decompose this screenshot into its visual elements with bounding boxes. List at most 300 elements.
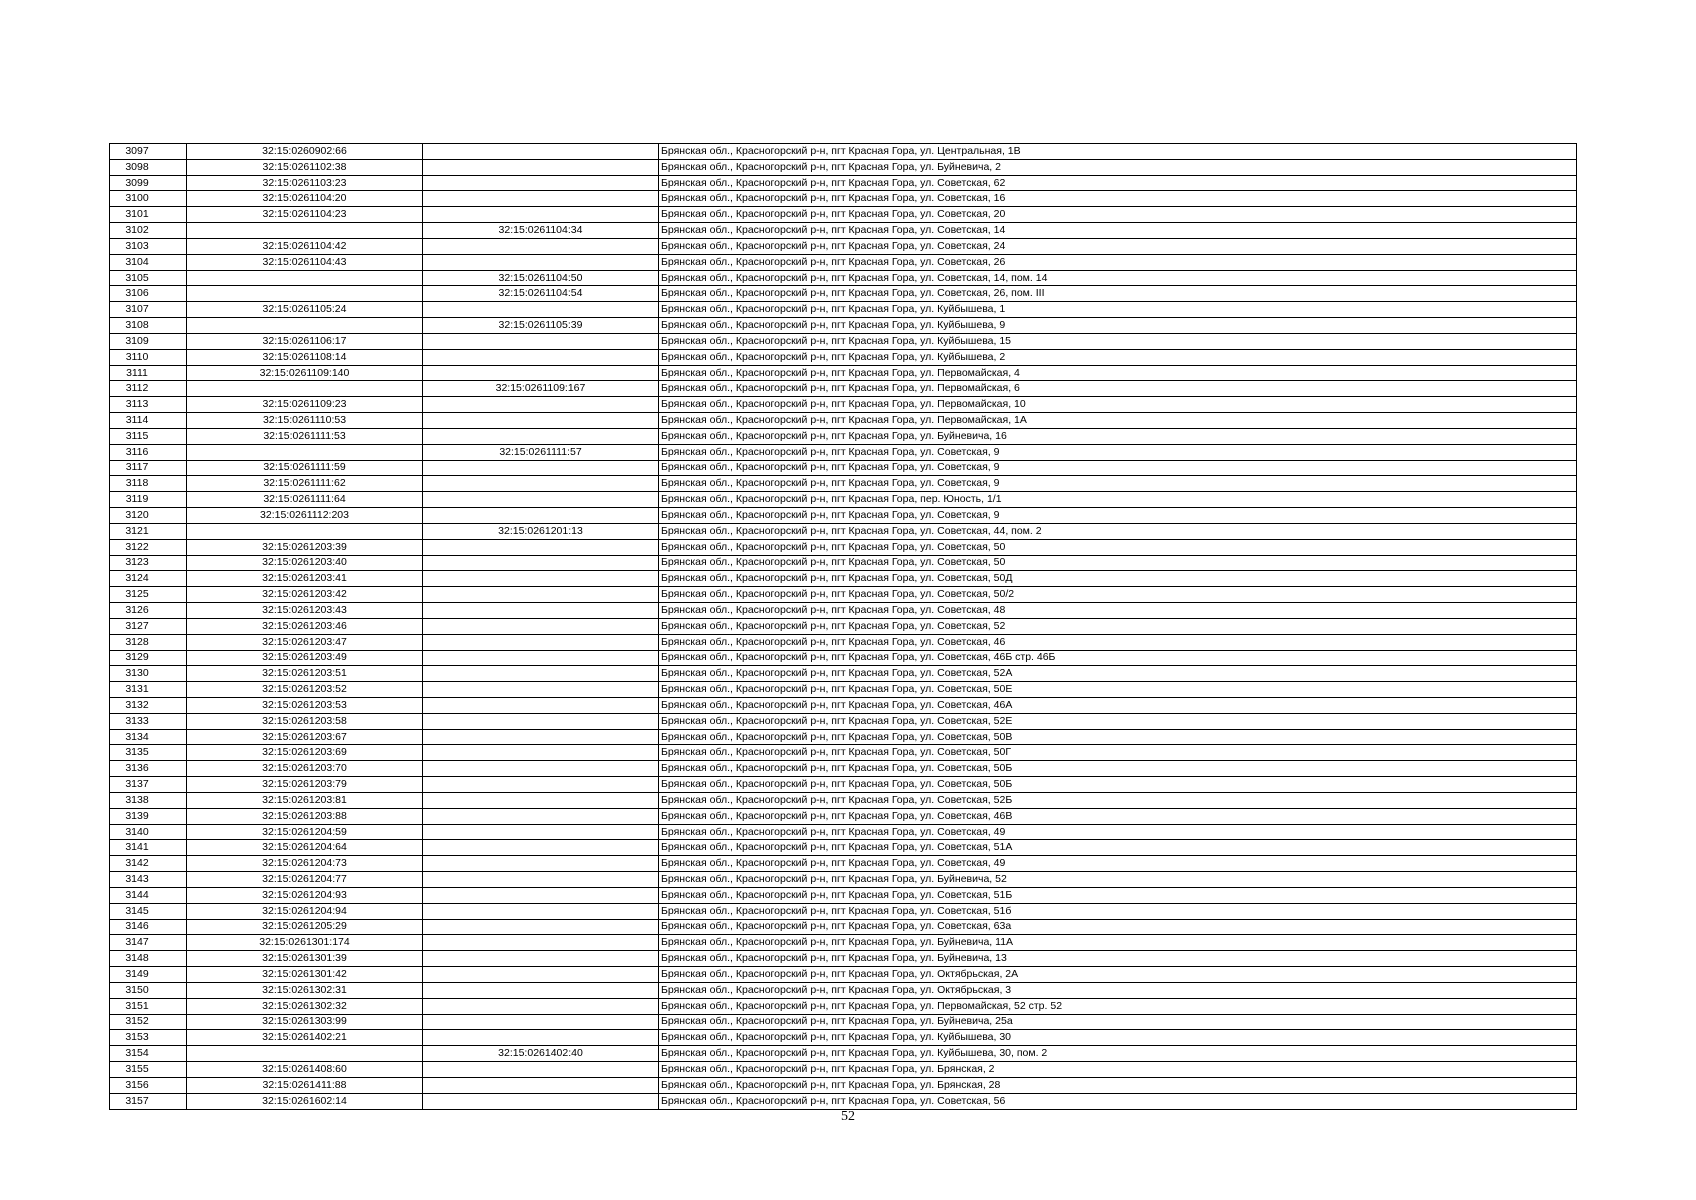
row-number-cell: 3107 [110, 302, 187, 318]
table-row [110, 982, 1577, 998]
address-cell: Брянская обл., Красногорский р-н, пгт Красная Гора, ул. Советская, 50/2 [659, 587, 1577, 603]
row-number-cell: 3110 [110, 349, 187, 365]
building-cadastral-number-cell [423, 666, 659, 682]
land-cadastral-number-cell: 32:15:0261203:58 [187, 713, 423, 729]
land-cadastral-number-cell: 32:15:0261111:64 [187, 492, 423, 508]
row-number-cell: 3117 [110, 460, 187, 476]
table-row [110, 476, 1577, 492]
row-number-cell: 3145 [110, 903, 187, 919]
table-row [110, 587, 1577, 603]
table-row [110, 191, 1577, 207]
table-row [110, 903, 1577, 919]
building-cadastral-number-cell [423, 1077, 659, 1093]
land-cadastral-number-cell: 32:15:0261302:32 [187, 998, 423, 1014]
address-cell: Брянская обл., Красногорский р-н, пгт Красная Гора, ул. Советская, 14, пом. 14 [659, 270, 1577, 286]
table-row [110, 887, 1577, 903]
row-number-cell: 3103 [110, 238, 187, 254]
table-row [110, 682, 1577, 698]
building-cadastral-number-cell [423, 191, 659, 207]
building-cadastral-number-cell [423, 207, 659, 223]
table-row [110, 603, 1577, 619]
row-number-cell: 3102 [110, 223, 187, 239]
building-cadastral-number-cell: 32:15:0261105:39 [423, 318, 659, 334]
row-number-cell: 3123 [110, 555, 187, 571]
land-cadastral-number-cell: 32:15:0261602:14 [187, 1093, 423, 1109]
land-cadastral-number-cell: 32:15:0261203:67 [187, 729, 423, 745]
table-body [110, 144, 1577, 1110]
row-number-cell: 3152 [110, 1014, 187, 1030]
row-number-cell: 3141 [110, 840, 187, 856]
address-cell: Брянская обл., Красногорский р-н, пгт Красная Гора, ул. Брянская, 2 [659, 1062, 1577, 1078]
building-cadastral-number-cell: 32:15:0261104:50 [423, 270, 659, 286]
land-cadastral-number-cell: 32:15:0261203:79 [187, 777, 423, 793]
building-cadastral-number-cell [423, 144, 659, 160]
address-cell: Брянская обл., Красногорский р-н, пгт Красная Гора, ул. Куйбышева, 1 [659, 302, 1577, 318]
row-number-cell: 3133 [110, 713, 187, 729]
table-row [110, 397, 1577, 413]
row-number-cell: 3155 [110, 1062, 187, 1078]
building-cadastral-number-cell: 32:15:0261109:167 [423, 381, 659, 397]
row-number-cell: 3108 [110, 318, 187, 334]
building-cadastral-number-cell [423, 856, 659, 872]
building-cadastral-number-cell [423, 333, 659, 349]
row-number-cell: 3150 [110, 982, 187, 998]
address-cell: Брянская обл., Красногорский р-н, пгт Красная Гора, ул. Советская, 26, пом. III [659, 286, 1577, 302]
address-cell: Брянская обл., Красногорский р-н, пгт Красная Гора, ул. Куйбышева, 2 [659, 349, 1577, 365]
row-number-cell: 3114 [110, 413, 187, 429]
row-number-cell: 3146 [110, 919, 187, 935]
row-number-cell: 3135 [110, 745, 187, 761]
land-cadastral-number-cell: 32:15:0261203:51 [187, 666, 423, 682]
table-row [110, 302, 1577, 318]
land-cadastral-number-cell: 32:15:0261302:31 [187, 982, 423, 998]
land-cadastral-number-cell: 32:15:0261109:140 [187, 365, 423, 381]
building-cadastral-number-cell [423, 349, 659, 365]
row-number-cell: 3157 [110, 1093, 187, 1109]
address-cell: Брянская обл., Красногорский р-н, пгт Красная Гора, ул. Буйневича, 25а [659, 1014, 1577, 1030]
address-cell: Брянская обл., Красногорский р-н, пгт Красная Гора, ул. Буйневича, 11А [659, 935, 1577, 951]
address-cell: Брянская обл., Красногорский р-н, пгт Красная Гора, ул. Первомайская, 10 [659, 397, 1577, 413]
address-cell: Брянская обл., Красногорский р-н, пгт Красная Гора, ул. Советская, 44, пом. 2 [659, 523, 1577, 539]
table-row [110, 1062, 1577, 1078]
building-cadastral-number-cell [423, 413, 659, 429]
table-row [110, 318, 1577, 334]
row-number-cell: 3115 [110, 428, 187, 444]
land-cadastral-number-cell: 32:15:0261203:52 [187, 682, 423, 698]
land-cadastral-number-cell [187, 270, 423, 286]
address-cell: Брянская обл., Красногорский р-н, пгт Красная Гора, ул. Первомайская, 6 [659, 381, 1577, 397]
address-cell: Брянская обл., Красногорский р-н, пгт Красная Гора, ул. Советская, 9 [659, 476, 1577, 492]
table-row [110, 555, 1577, 571]
address-cell: Брянская обл., Красногорский р-н, пгт Красная Гора, ул. Октябрьская, 2А [659, 967, 1577, 983]
land-cadastral-number-cell [187, 223, 423, 239]
table-row [110, 919, 1577, 935]
table-row [110, 824, 1577, 840]
building-cadastral-number-cell [423, 365, 659, 381]
table-row [110, 967, 1577, 983]
building-cadastral-number-cell [423, 587, 659, 603]
land-cadastral-number-cell: 32:15:0261203:69 [187, 745, 423, 761]
row-number-cell: 3121 [110, 523, 187, 539]
land-cadastral-number-cell [187, 318, 423, 334]
table-row [110, 808, 1577, 824]
building-cadastral-number-cell [423, 713, 659, 729]
address-cell: Брянская обл., Красногорский р-н, пгт Красная Гора, ул. Советская, 16 [659, 191, 1577, 207]
building-cadastral-number-cell [423, 254, 659, 270]
row-number-cell: 3143 [110, 872, 187, 888]
land-cadastral-number-cell: 32:15:0261411:88 [187, 1077, 423, 1093]
land-cadastral-number-cell: 32:15:0261203:70 [187, 761, 423, 777]
table-row [110, 508, 1577, 524]
land-cadastral-number-cell: 32:15:0261203:49 [187, 650, 423, 666]
table-row [110, 840, 1577, 856]
land-cadastral-number-cell: 32:15:0261103:23 [187, 175, 423, 191]
land-cadastral-number-cell: 32:15:0261303:99 [187, 1014, 423, 1030]
row-number-cell: 3144 [110, 887, 187, 903]
land-cadastral-number-cell: 32:15:0260902:66 [187, 144, 423, 160]
table-row [110, 998, 1577, 1014]
address-cell: Брянская обл., Красногорский р-н, пгт Красная Гора, ул. Октябрьская, 3 [659, 982, 1577, 998]
row-number-cell: 3099 [110, 175, 187, 191]
address-cell: Брянская обл., Красногорский р-н, пгт Красная Гора, ул. Советская, 50В [659, 729, 1577, 745]
land-cadastral-number-cell: 32:15:0261301:42 [187, 967, 423, 983]
building-cadastral-number-cell [423, 967, 659, 983]
address-cell: Брянская обл., Красногорский р-н, пгт Красная Гора, ул. Первомайская, 52 стр. 52 [659, 998, 1577, 1014]
row-number-cell: 3101 [110, 207, 187, 223]
building-cadastral-number-cell [423, 824, 659, 840]
row-number-cell: 3122 [110, 539, 187, 555]
row-number-cell: 3109 [110, 333, 187, 349]
building-cadastral-number-cell [423, 492, 659, 508]
address-cell: Брянская обл., Красногорский р-н, пгт Красная Гора, ул. Буйневича, 2 [659, 159, 1577, 175]
building-cadastral-number-cell [423, 935, 659, 951]
land-cadastral-number-cell: 32:15:0261205:29 [187, 919, 423, 935]
building-cadastral-number-cell: 32:15:0261104:54 [423, 286, 659, 302]
table-row [110, 571, 1577, 587]
table-row [110, 713, 1577, 729]
row-number-cell: 3105 [110, 270, 187, 286]
building-cadastral-number-cell [423, 903, 659, 919]
row-number-cell: 3125 [110, 587, 187, 603]
land-cadastral-number-cell: 32:15:0261204:59 [187, 824, 423, 840]
row-number-cell: 3137 [110, 777, 187, 793]
land-cadastral-number-cell: 32:15:0261102:38 [187, 159, 423, 175]
address-cell: Брянская обл., Красногорский р-н, пгт Красная Гора, ул. Первомайская, 4 [659, 365, 1577, 381]
land-cadastral-number-cell [187, 444, 423, 460]
building-cadastral-number-cell [423, 618, 659, 634]
table-row [110, 223, 1577, 239]
row-number-cell: 3120 [110, 508, 187, 524]
building-cadastral-number-cell [423, 634, 659, 650]
address-cell: Брянская обл., Красногорский р-н, пгт Красная Гора, ул. Советская, 63а [659, 919, 1577, 935]
building-cadastral-number-cell: 32:15:0261104:34 [423, 223, 659, 239]
address-cell: Брянская обл., Красногорский р-н, пгт Красная Гора, ул. Советская, 49 [659, 824, 1577, 840]
table-row [110, 729, 1577, 745]
land-cadastral-number-cell: 32:15:0261203:42 [187, 587, 423, 603]
land-cadastral-number-cell: 32:15:0261108:14 [187, 349, 423, 365]
row-number-cell: 3147 [110, 935, 187, 951]
table-row [110, 634, 1577, 650]
building-cadastral-number-cell [423, 697, 659, 713]
address-cell: Брянская обл., Красногорский р-н, пгт Красная Гора, ул. Советская, 62 [659, 175, 1577, 191]
table-row [110, 1014, 1577, 1030]
table-row [110, 460, 1577, 476]
row-number-cell: 3129 [110, 650, 187, 666]
address-cell: Брянская обл., Красногорский р-н, пгт Красная Гора, ул. Советская, 51б [659, 903, 1577, 919]
building-cadastral-number-cell [423, 1093, 659, 1109]
building-cadastral-number-cell [423, 887, 659, 903]
address-cell: Брянская обл., Красногорский р-н, пгт Красная Гора, ул. Куйбышева, 30, пом. 2 [659, 1046, 1577, 1062]
address-cell: Брянская обл., Красногорский р-н, пгт Красная Гора, ул. Буйневича, 13 [659, 951, 1577, 967]
address-cell: Брянская обл., Красногорский р-н, пгт Красная Гора, ул. Советская, 50 [659, 539, 1577, 555]
address-cell: Брянская обл., Красногорский р-н, пгт Красная Гора, ул. Брянская, 28 [659, 1077, 1577, 1093]
address-cell: Брянская обл., Красногорский р-н, пгт Красная Гора, ул. Советская, 50Е [659, 682, 1577, 698]
building-cadastral-number-cell [423, 1062, 659, 1078]
row-number-cell: 3100 [110, 191, 187, 207]
address-cell: Брянская обл., Красногорский р-н, пгт Красная Гора, ул. Советская, 24 [659, 238, 1577, 254]
address-cell: Брянская обл., Красногорский р-н, пгт Красная Гора, ул. Советская, 49 [659, 856, 1577, 872]
address-cell: Брянская обл., Красногорский р-н, пгт Красная Гора, ул. Советская, 26 [659, 254, 1577, 270]
address-cell: Брянская обл., Красногорский р-н, пгт Красная Гора, ул. Советская, 46Б стр. 46Б [659, 650, 1577, 666]
address-cell: Брянская обл., Красногорский р-н, пгт Красная Гора, ул. Советская, 56 [659, 1093, 1577, 1109]
address-cell: Брянская обл., Красногорский р-н, пгт Красная Гора, ул. Центральная, 1В [659, 144, 1577, 160]
land-cadastral-number-cell: 32:15:0261104:43 [187, 254, 423, 270]
building-cadastral-number-cell [423, 998, 659, 1014]
building-cadastral-number-cell [423, 603, 659, 619]
land-cadastral-number-cell [187, 286, 423, 302]
building-cadastral-number-cell [423, 650, 659, 666]
address-cell: Брянская обл., Красногорский р-н, пгт Красная Гора, ул. Советская, 14 [659, 223, 1577, 239]
address-cell: Брянская обл., Красногорский р-н, пгт Красная Гора, ул. Советская, 50Д [659, 571, 1577, 587]
row-number-cell: 3113 [110, 397, 187, 413]
table-row [110, 428, 1577, 444]
row-number-cell: 3116 [110, 444, 187, 460]
building-cadastral-number-cell [423, 919, 659, 935]
table-row [110, 872, 1577, 888]
land-cadastral-number-cell: 32:15:0261203:47 [187, 634, 423, 650]
address-cell: Брянская обл., Красногорский р-н, пгт Красная Гора, ул. Советская, 9 [659, 444, 1577, 460]
row-number-cell: 3151 [110, 998, 187, 1014]
table-row [110, 175, 1577, 191]
land-cadastral-number-cell: 32:15:0261111:53 [187, 428, 423, 444]
land-cadastral-number-cell: 32:15:0261203:43 [187, 603, 423, 619]
row-number-cell: 3118 [110, 476, 187, 492]
building-cadastral-number-cell [423, 1014, 659, 1030]
address-cell: Брянская обл., Красногорский р-н, пгт Красная Гора, ул. Буйневича, 52 [659, 872, 1577, 888]
address-cell: Брянская обл., Красногорский р-н, пгт Красная Гора, ул. Куйбышева, 30 [659, 1030, 1577, 1046]
table-row [110, 666, 1577, 682]
table-row [110, 144, 1577, 160]
land-cadastral-number-cell: 32:15:0261203:81 [187, 792, 423, 808]
building-cadastral-number-cell [423, 745, 659, 761]
building-cadastral-number-cell: 32:15:0261111:57 [423, 444, 659, 460]
land-cadastral-number-cell: 32:15:0261301:174 [187, 935, 423, 951]
land-cadastral-number-cell: 32:15:0261203:88 [187, 808, 423, 824]
address-cell: Брянская обл., Красногорский р-н, пгт Красная Гора, ул. Советская, 52Е [659, 713, 1577, 729]
table-row [110, 286, 1577, 302]
building-cadastral-number-cell [423, 840, 659, 856]
row-number-cell: 3134 [110, 729, 187, 745]
address-cell: Брянская обл., Красногорский р-н, пгт Красная Гора, ул. Советская, 9 [659, 460, 1577, 476]
table-row [110, 745, 1577, 761]
building-cadastral-number-cell: 32:15:0261402:40 [423, 1046, 659, 1062]
building-cadastral-number-cell [423, 792, 659, 808]
building-cadastral-number-cell [423, 302, 659, 318]
address-cell: Брянская обл., Красногорский р-н, пгт Красная Гора, ул. Советская, 50Б [659, 777, 1577, 793]
row-number-cell: 3111 [110, 365, 187, 381]
building-cadastral-number-cell [423, 951, 659, 967]
table-row [110, 238, 1577, 254]
land-cadastral-number-cell: 32:15:0261204:93 [187, 887, 423, 903]
address-cell: Брянская обл., Красногорский р-н, пгт Красная Гора, ул. Советская, 46В [659, 808, 1577, 824]
building-cadastral-number-cell [423, 238, 659, 254]
address-cell: Брянская обл., Красногорский р-н, пгт Красная Гора, ул. Буйневича, 16 [659, 428, 1577, 444]
land-cadastral-number-cell: 32:15:0261203:39 [187, 539, 423, 555]
table-row [110, 1077, 1577, 1093]
land-cadastral-number-cell [187, 381, 423, 397]
page-number: 52 [841, 1109, 855, 1124]
land-cadastral-number-cell: 32:15:0261203:41 [187, 571, 423, 587]
row-number-cell: 3138 [110, 792, 187, 808]
building-cadastral-number-cell [423, 428, 659, 444]
table-row [110, 951, 1577, 967]
table-row [110, 270, 1577, 286]
building-cadastral-number-cell [423, 777, 659, 793]
land-cadastral-number-cell: 32:15:0261204:73 [187, 856, 423, 872]
table-row [110, 492, 1577, 508]
row-number-cell: 3112 [110, 381, 187, 397]
address-cell: Брянская обл., Красногорский р-н, пгт Красная Гора, ул. Советская, 20 [659, 207, 1577, 223]
land-cadastral-number-cell: 32:15:0261203:53 [187, 697, 423, 713]
land-cadastral-number-cell: 32:15:0261109:23 [187, 397, 423, 413]
address-cell: Брянская обл., Красногорский р-н, пгт Красная Гора, ул. Куйбышева, 15 [659, 333, 1577, 349]
land-cadastral-number-cell: 32:15:0261104:42 [187, 238, 423, 254]
table-row [110, 650, 1577, 666]
land-cadastral-number-cell: 32:15:0261110:53 [187, 413, 423, 429]
row-number-cell: 3119 [110, 492, 187, 508]
land-cadastral-number-cell: 32:15:0261402:21 [187, 1030, 423, 1046]
land-cadastral-number-cell: 32:15:0261204:94 [187, 903, 423, 919]
row-number-cell: 3104 [110, 254, 187, 270]
table-row [110, 792, 1577, 808]
building-cadastral-number-cell [423, 555, 659, 571]
land-cadastral-number-cell: 32:15:0261104:20 [187, 191, 423, 207]
table-row [110, 761, 1577, 777]
address-cell: Брянская обл., Красногорский р-н, пгт Красная Гора, пер. Юность, 1/1 [659, 492, 1577, 508]
table-row [110, 618, 1577, 634]
row-number-cell: 3131 [110, 682, 187, 698]
row-number-cell: 3139 [110, 808, 187, 824]
table-row [110, 444, 1577, 460]
table-row [110, 1030, 1577, 1046]
address-cell: Брянская обл., Красногорский р-н, пгт Красная Гора, ул. Советская, 50Г [659, 745, 1577, 761]
cadastral-table [109, 143, 1577, 1110]
land-cadastral-number-cell: 32:15:0261112:203 [187, 508, 423, 524]
table-row [110, 333, 1577, 349]
building-cadastral-number-cell [423, 397, 659, 413]
row-number-cell: 3154 [110, 1046, 187, 1062]
land-cadastral-number-cell: 32:15:0261105:24 [187, 302, 423, 318]
building-cadastral-number-cell [423, 729, 659, 745]
land-cadastral-number-cell: 32:15:0261204:77 [187, 872, 423, 888]
land-cadastral-number-cell: 32:15:0261204:64 [187, 840, 423, 856]
address-cell: Брянская обл., Красногорский р-н, пгт Красная Гора, ул. Советская, 46 [659, 634, 1577, 650]
row-number-cell: 3132 [110, 697, 187, 713]
table-row [110, 1093, 1577, 1109]
table-row [110, 159, 1577, 175]
land-cadastral-number-cell [187, 523, 423, 539]
land-cadastral-number-cell: 32:15:0261111:59 [187, 460, 423, 476]
building-cadastral-number-cell [423, 476, 659, 492]
building-cadastral-number-cell [423, 761, 659, 777]
building-cadastral-number-cell [423, 539, 659, 555]
row-number-cell: 3126 [110, 603, 187, 619]
address-cell: Брянская обл., Красногорский р-н, пгт Красная Гора, ул. Советская, 52 [659, 618, 1577, 634]
land-cadastral-number-cell: 32:15:0261203:40 [187, 555, 423, 571]
building-cadastral-number-cell [423, 808, 659, 824]
table-row [110, 777, 1577, 793]
table-row [110, 1046, 1577, 1062]
address-cell: Брянская обл., Красногорский р-н, пгт Красная Гора, ул. Советская, 51Б [659, 887, 1577, 903]
row-number-cell: 3156 [110, 1077, 187, 1093]
building-cadastral-number-cell [423, 508, 659, 524]
address-cell: Брянская обл., Красногорский р-н, пгт Красная Гора, ул. Советская, 52Б [659, 792, 1577, 808]
row-number-cell: 3142 [110, 856, 187, 872]
address-cell: Брянская обл., Красногорский р-н, пгт Красная Гора, ул. Советская, 48 [659, 603, 1577, 619]
land-cadastral-number-cell: 32:15:0261111:62 [187, 476, 423, 492]
table-row [110, 935, 1577, 951]
row-number-cell: 3148 [110, 951, 187, 967]
building-cadastral-number-cell [423, 460, 659, 476]
row-number-cell: 3128 [110, 634, 187, 650]
building-cadastral-number-cell [423, 682, 659, 698]
building-cadastral-number-cell: 32:15:0261201:13 [423, 523, 659, 539]
building-cadastral-number-cell [423, 872, 659, 888]
table-row [110, 254, 1577, 270]
table-row [110, 523, 1577, 539]
table-row [110, 539, 1577, 555]
row-number-cell: 3098 [110, 159, 187, 175]
row-number-cell: 3149 [110, 967, 187, 983]
address-cell: Брянская обл., Красногорский р-н, пгт Красная Гора, ул. Советская, 51А [659, 840, 1577, 856]
table-row [110, 413, 1577, 429]
row-number-cell: 3130 [110, 666, 187, 682]
land-cadastral-number-cell: 32:15:0261301:39 [187, 951, 423, 967]
row-number-cell: 3127 [110, 618, 187, 634]
row-number-cell: 3097 [110, 144, 187, 160]
table-row [110, 856, 1577, 872]
table-row [110, 697, 1577, 713]
address-cell: Брянская обл., Красногорский р-н, пгт Красная Гора, ул. Советская, 9 [659, 508, 1577, 524]
row-number-cell: 3136 [110, 761, 187, 777]
table-row [110, 381, 1577, 397]
building-cadastral-number-cell [423, 159, 659, 175]
land-cadastral-number-cell: 32:15:0261203:46 [187, 618, 423, 634]
row-number-cell: 3153 [110, 1030, 187, 1046]
row-number-cell: 3124 [110, 571, 187, 587]
address-cell: Брянская обл., Красногорский р-н, пгт Красная Гора, ул. Советская, 50 [659, 555, 1577, 571]
table-row [110, 365, 1577, 381]
building-cadastral-number-cell [423, 571, 659, 587]
row-number-cell: 3140 [110, 824, 187, 840]
land-cadastral-number-cell: 32:15:0261106:17 [187, 333, 423, 349]
table-row [110, 349, 1577, 365]
address-cell: Брянская обл., Красногорский р-н, пгт Красная Гора, ул. Советская, 46А [659, 697, 1577, 713]
address-cell: Брянская обл., Красногорский р-н, пгт Красная Гора, ул. Первомайская, 1А [659, 413, 1577, 429]
building-cadastral-number-cell [423, 175, 659, 191]
address-cell: Брянская обл., Красногорский р-н, пгт Красная Гора, ул. Советская, 52А [659, 666, 1577, 682]
building-cadastral-number-cell [423, 982, 659, 998]
